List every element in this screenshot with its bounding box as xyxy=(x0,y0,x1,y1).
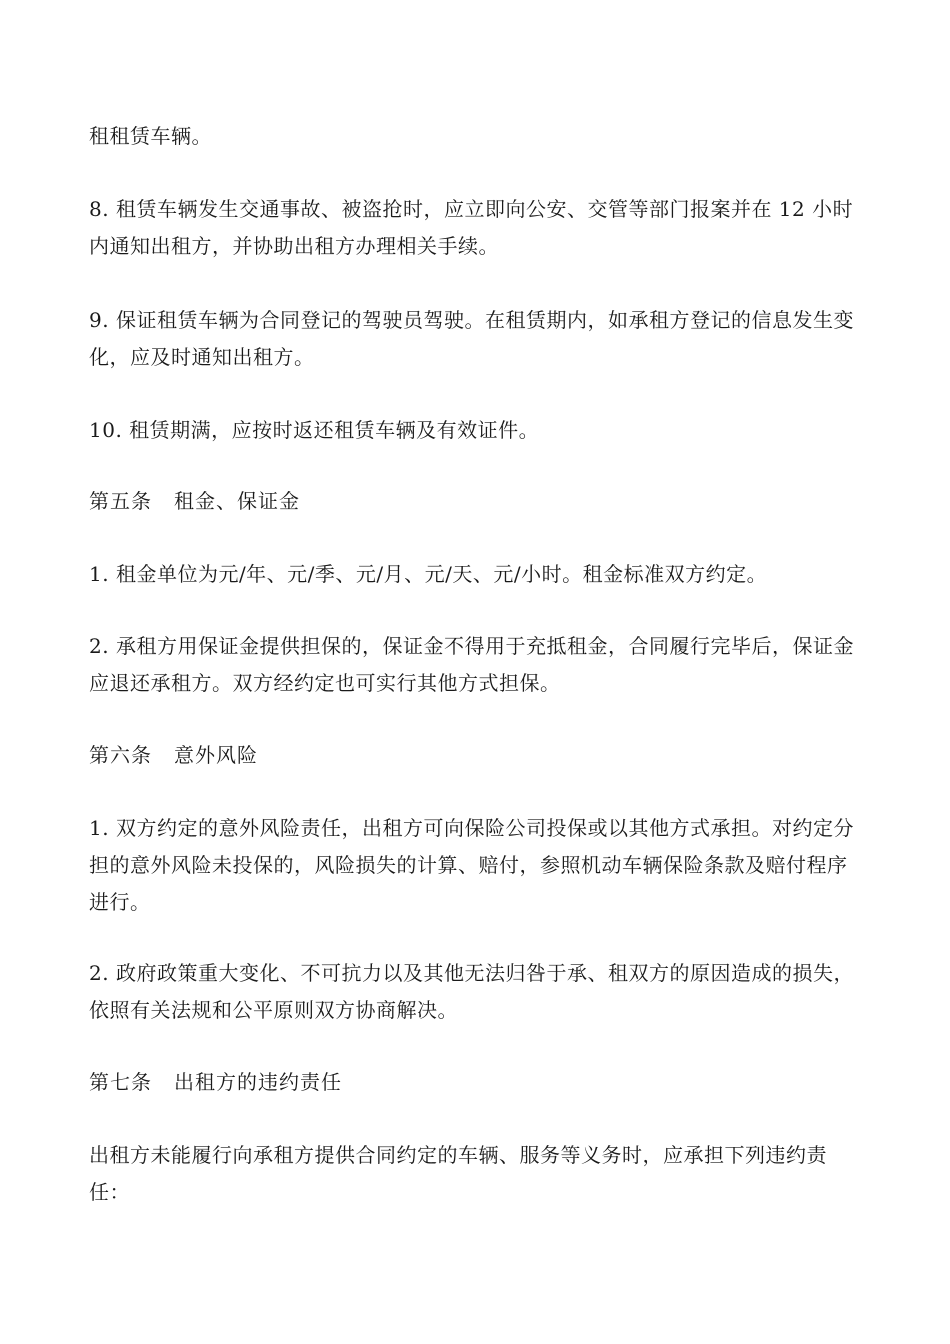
paragraph-item-9: 9. 保证租赁车辆为合同登记的驾驶员驾驶。在租赁期内，如承租方登记的信息发生变化，应及时通知出租方。 xyxy=(89,308,854,369)
paragraph-continued: 租租赁车辆。 xyxy=(89,124,212,148)
article-7-title: 出租方的违约责任 xyxy=(174,1070,342,1094)
article-6-title: 意外风险 xyxy=(174,743,258,767)
article-6-heading xyxy=(89,737,864,774)
article-5-title: 租金、保证金 xyxy=(174,489,300,513)
article-6-item-2: 2. 政府政策重大变化、不可抗力以及其他无法归咎于承、租双方的原因造成的损失，依照有关法规和公平原则双方协商解决。 xyxy=(89,961,854,1022)
article-5-number: 第五条 xyxy=(89,489,152,513)
article-7-intro: 出租方未能履行向承租方提供合同约定的车辆、服务等义务时，应承担下列违约责任： xyxy=(89,1143,827,1204)
paragraph-item-8: 8. 租赁车辆发生交通事故、被盗抢时，应立即向公安、交管等部门报案并在 12 小时内通知出租方，并协助出租方办理相关手续。 xyxy=(89,197,854,258)
article-5-item-2: 2. 承租方用保证金提供担保的，保证金不得用于充抵租金，合同履行完毕后，保证金应退还承租方。双方经约定也可实行其他方式担保。 xyxy=(89,634,854,695)
article-7-number: 第七条 xyxy=(89,1070,152,1094)
article-5-heading xyxy=(89,483,864,520)
paragraph-item-10: 10. 租赁期满，应按时返还租赁车辆及有效证件。 xyxy=(89,418,540,442)
article-6-item-1: 1. 双方约定的意外风险责任，出租方可向保险公司投保或以其他方式承担。对约定分担的意外风险未投保的，风险损失的计算、赔付，参照机动车辆保险条款及赔付程序进行。 xyxy=(89,816,854,914)
article-5-item-1: 1. 租金单位为元/年、元/季、元/月、元/天、元/小时。租金标准双方约定。 xyxy=(89,562,768,586)
article-6-number: 第六条 xyxy=(89,743,152,767)
article-7-heading xyxy=(89,1064,864,1101)
